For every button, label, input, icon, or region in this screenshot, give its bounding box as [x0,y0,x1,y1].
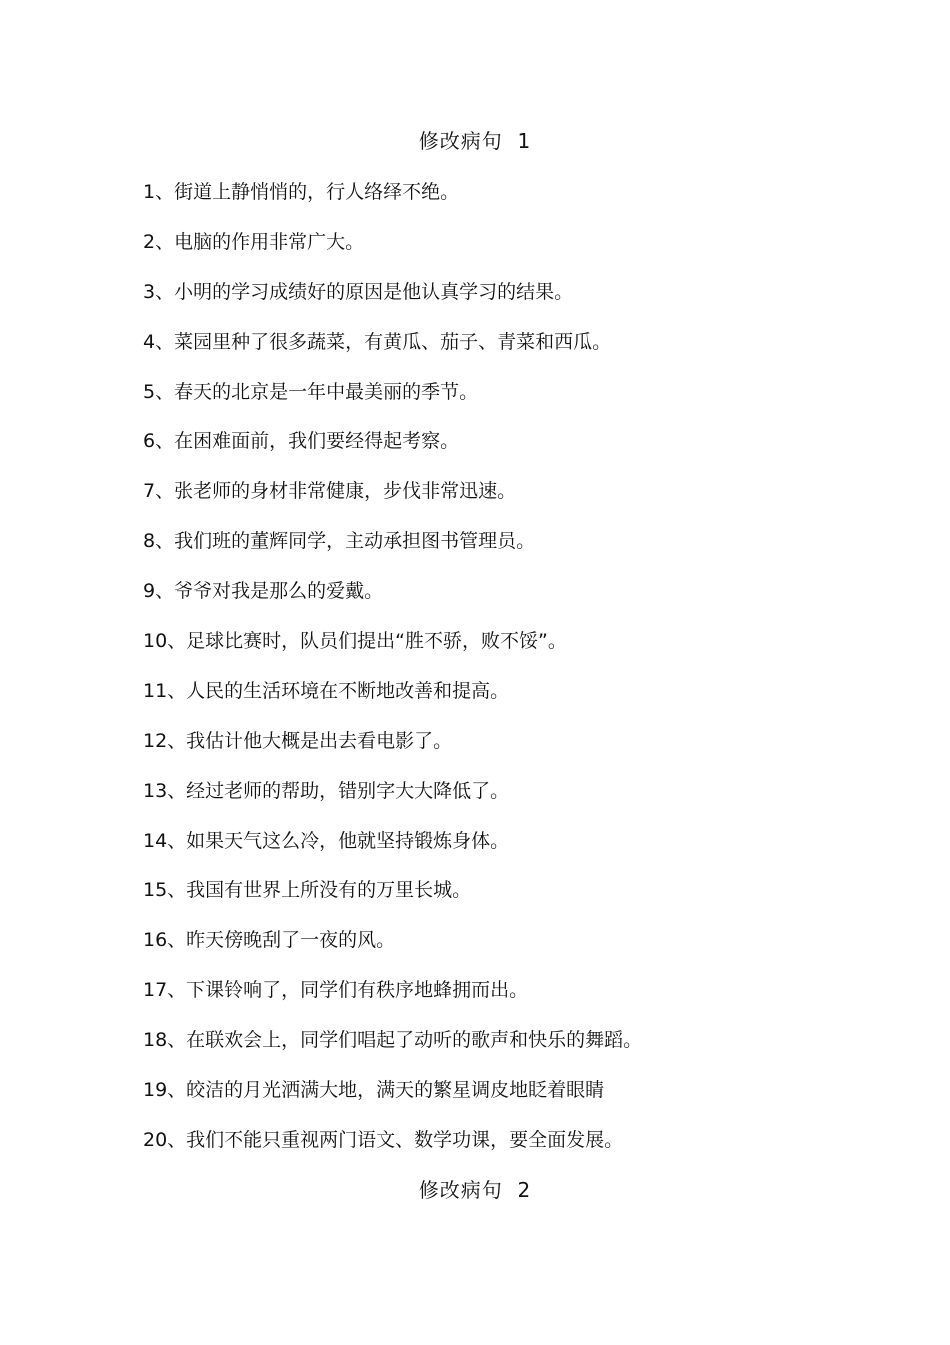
list-item: 5、春天的北京是一年中最美丽的季节。 [143,380,479,403]
list-item: 15、我国有世界上所没有的万里长城。 [143,879,472,902]
list-item: 12、我估计他大概是出去看电影了。 [143,729,453,752]
section-title-1: 修改病句 1 [418,129,532,153]
list-item: 13、经过老师的帮助，错别字大大降低了。 [143,779,510,802]
list-item: 1、街道上静悄悄的，行人络绎不绝。 [143,181,460,203]
list-item: 8、我们班的董辉同学，主动承担图书管理员。 [143,530,536,553]
list-item: 18、在联欢会上，同学们唱起了动听的歌声和快乐的舞蹈。 [143,1029,643,1052]
list-item: 2、电脑的作用非常广大。 [143,230,365,253]
list-item: 14、如果天气这么冷，他就坚持锻炼身体。 [143,829,510,852]
list-item: 4、菜园里种了很多蔬菜，有黄瓜、茄子、青菜和西瓜。 [143,330,612,353]
list-item: 7、张老师的身材非常健康，步伐非常迅速。 [143,480,517,503]
list-item: 6、在困难面前，我们要经得起考察。 [143,430,460,453]
list-item: 10、足球比赛时，队员们提出“胜不骄，败不馁”。 [143,630,567,653]
list-item: 17、下课铃响了，同学们有秩序地蜂拥而出。 [143,979,529,1002]
list-item: 9、爷爷对我是那么的爱戴。 [143,580,384,603]
list-item: 16、昨天傍晚刮了一夜的风。 [143,929,396,952]
list-item: 11、人民的生活环境在不断地改善和提高。 [143,679,510,702]
sentence-list [143,177,642,1175]
list-item: 3、小明的学习成绩好的原因是他认真学习的结果。 [143,280,574,303]
section-title-2: 修改病句 2 [418,1178,532,1202]
list-item: 19、皎洁的月光洒满大地，满天的繁星调皮地眨着眼睛 [143,1079,605,1102]
list-item: 20、我们不能只重视两门语文、数学功课，要全面发展。 [143,1128,624,1151]
